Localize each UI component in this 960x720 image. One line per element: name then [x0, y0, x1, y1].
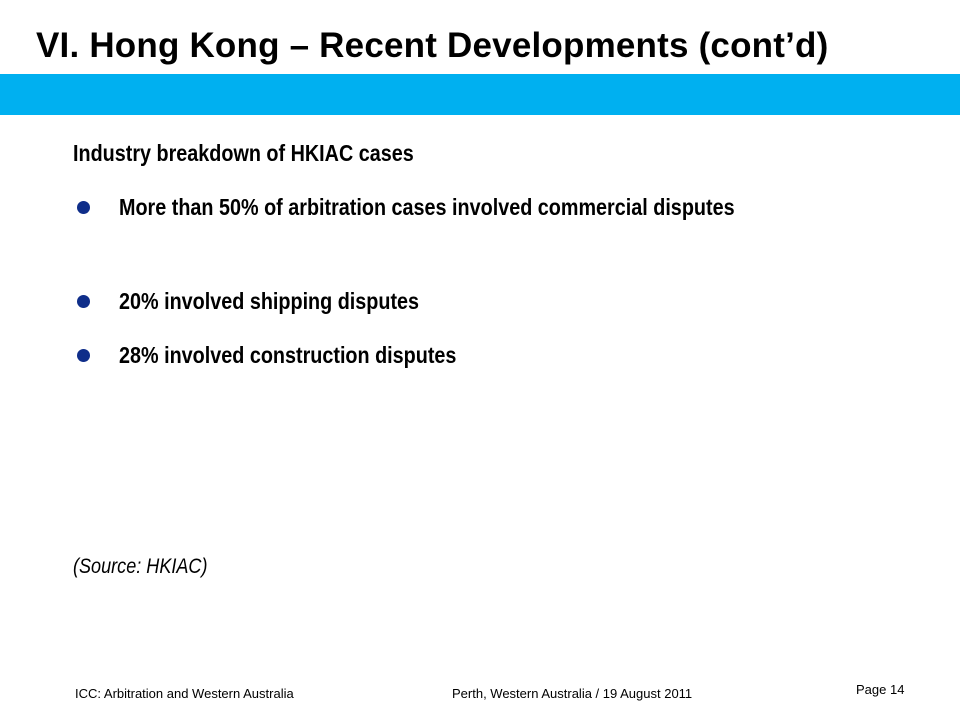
- bullet-dot-icon: [77, 201, 90, 214]
- bullet-text: 28% involved construction disputes: [119, 342, 457, 368]
- bullet-text: 20% involved shipping disputes: [119, 288, 420, 314]
- bullet-item: [73, 338, 939, 373]
- section-subtitle: Industry breakdown of HKIAC cases: [73, 140, 414, 166]
- footer-center-text: Perth, Western Australia / 19 August 2011: [452, 686, 693, 701]
- bullet-item: [73, 190, 939, 225]
- slide-title: VI. Hong Kong – Recent Developments (cont’d): [36, 26, 829, 65]
- footer-left-text: ICC: Arbitration and Western Australia: [75, 686, 294, 701]
- source-note: (Source: HKIAC): [73, 555, 208, 578]
- page-number: Page 14: [856, 682, 905, 697]
- slide-content: [73, 138, 913, 368]
- bullet-dot-icon: [77, 295, 90, 308]
- bullet-text: More than 50% of arbitration cases involved commercial disputes: [119, 194, 735, 220]
- bullet-dot-icon: [77, 349, 90, 362]
- accent-bar: [0, 74, 960, 115]
- bullet-item: [73, 284, 939, 319]
